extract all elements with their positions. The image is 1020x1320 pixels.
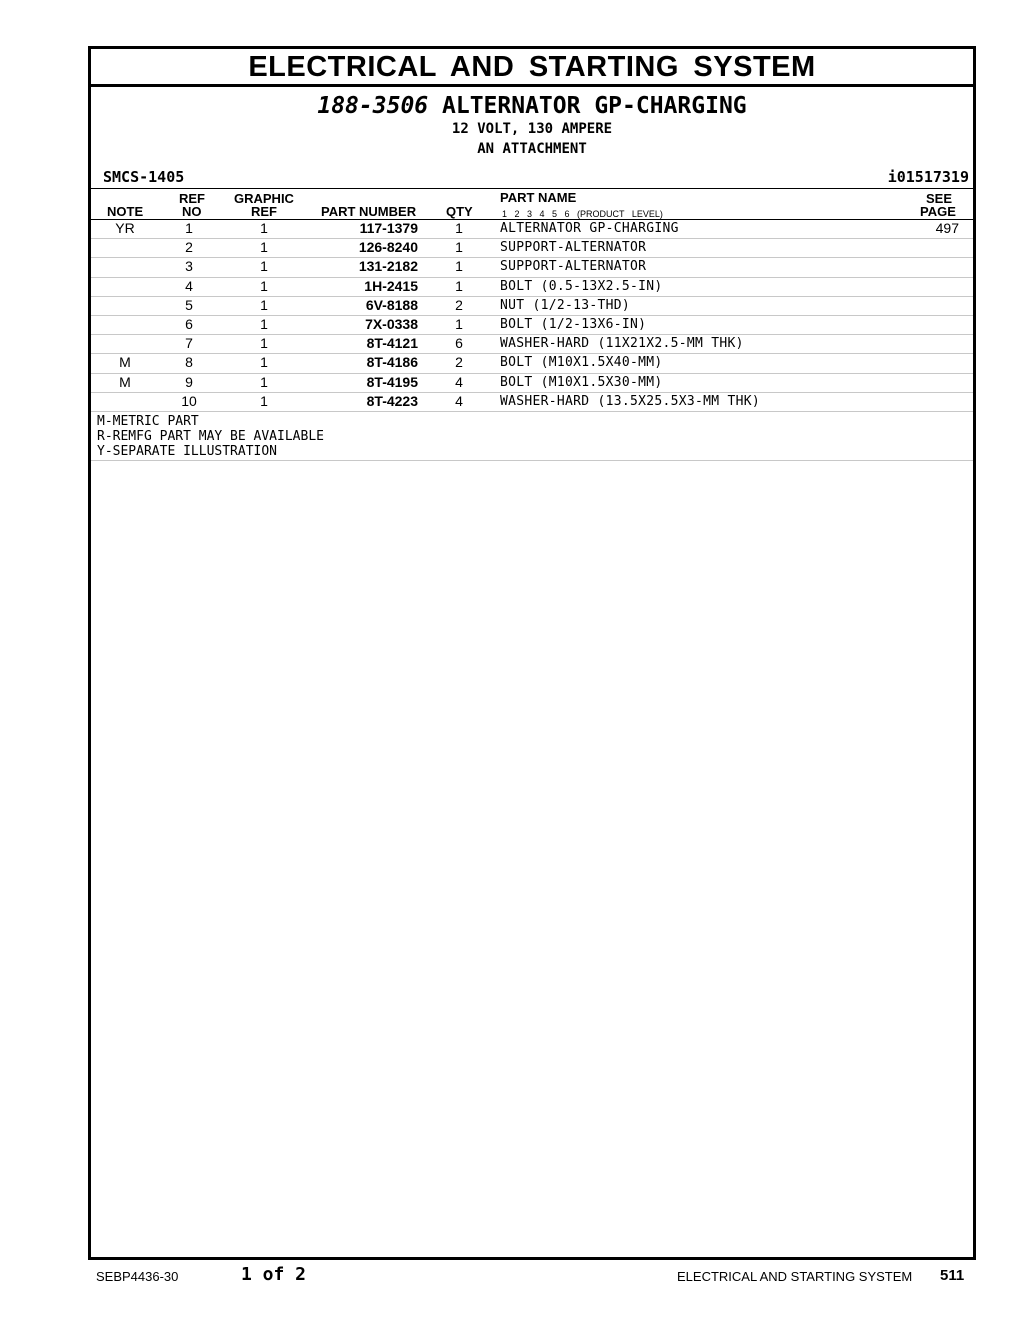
- smcs-code: SMCS-1405: [103, 168, 185, 186]
- part-name-cell: WASHER-HARD (11X21X2.5-MM THK): [500, 336, 744, 352]
- note-line: M-METRIC PART: [97, 413, 199, 429]
- qty-cell: 4: [455, 392, 463, 409]
- group-subtitle-2: AN ATTACHMENT: [477, 141, 587, 157]
- graphic-ref-cell: 1: [260, 296, 268, 313]
- document-id: i01517319: [887, 168, 969, 186]
- note-cell: M: [119, 354, 131, 371]
- ref-no-cell: 3: [185, 258, 193, 275]
- part-name-cell: NUT (1/2-13-THD): [500, 297, 631, 313]
- ref-no-cell: 2: [185, 239, 193, 256]
- group-name: ALTERNATOR GP-CHARGING: [442, 93, 747, 119]
- part-name-cell: SUPPORT-ALTERNATOR: [500, 259, 647, 275]
- graphic-ref-cell: 1: [260, 373, 268, 390]
- graphic-ref-cell: 1: [260, 220, 268, 236]
- header-part-name: PART NAME: [500, 190, 577, 205]
- qty-cell: 2: [455, 354, 463, 371]
- part-name-cell: SUPPORT-ALTERNATOR: [500, 240, 647, 256]
- header-note: NOTE: [107, 204, 144, 219]
- graphic-ref-cell: 1: [260, 258, 268, 275]
- part-name-cell: BOLT (M10X1.5X40-MM): [500, 355, 663, 371]
- table-row: [91, 354, 973, 373]
- ref-no-cell: 10: [181, 392, 197, 409]
- part-name-cell: BOLT (M10X1.5X30-MM): [500, 374, 663, 390]
- table-row: [91, 220, 973, 239]
- group-title: [91, 93, 973, 119]
- graphic-ref-cell: 1: [260, 315, 268, 332]
- qty-cell: 2: [455, 296, 463, 313]
- table-row: [91, 335, 973, 354]
- graphic-ref-cell: 1: [260, 239, 268, 256]
- header-see-line2: PAGE: [920, 204, 956, 219]
- ref-no-cell: 7: [185, 335, 193, 352]
- table-row: [91, 316, 973, 335]
- ref-no-cell: 5: [185, 296, 193, 313]
- footer-page-of: 1 of 2: [241, 1264, 307, 1285]
- group-subtitle-1: 12 VOLT, 130 AMPERE: [451, 121, 613, 137]
- qty-cell: 1: [455, 258, 463, 275]
- qty-cell: 1: [455, 220, 463, 236]
- part-number-cell: 6V-8188: [365, 296, 418, 313]
- note-line: Y-SEPARATE ILLUSTRATION: [97, 443, 278, 459]
- part-number-cell: 126-8240: [358, 239, 418, 256]
- qty-cell: 6: [455, 335, 463, 352]
- footer-publication: SEBP4436-30: [96, 1269, 179, 1284]
- note-cell: YR: [115, 220, 135, 236]
- smcs-row: [91, 166, 973, 188]
- table-row: [91, 297, 973, 316]
- qty-cell: 1: [455, 239, 463, 256]
- ref-no-cell: 4: [185, 277, 193, 294]
- table-row: [91, 374, 973, 393]
- header-graphic-line2: REF: [251, 204, 277, 219]
- graphic-ref-cell: 1: [260, 277, 268, 294]
- part-name-cell: BOLT (0.5-13X2.5-IN): [500, 278, 663, 294]
- header-part-number: PART NUMBER: [321, 204, 417, 219]
- header-ref-line2: NO: [182, 204, 202, 219]
- header-product-level: 1 2 3 4 5 6 (PRODUCT LEVEL): [502, 209, 663, 219]
- header-graphic-line1: GRAPHIC: [234, 191, 294, 206]
- table-row: [91, 278, 973, 297]
- qty-cell: 4: [455, 373, 463, 390]
- part-number-cell: 1H-2415: [364, 277, 418, 294]
- graphic-ref-cell: 1: [260, 335, 268, 352]
- parts-table-body: [91, 220, 973, 412]
- header-qty: QTY: [446, 204, 473, 219]
- part-number-cell: 131-2182: [358, 258, 418, 275]
- part-name-cell: WASHER-HARD (13.5X25.5X3-MM THK): [500, 393, 761, 409]
- group-number: 188-3506: [317, 93, 429, 119]
- ref-no-cell: 9: [185, 373, 193, 390]
- part-number-cell: 8T-4223: [366, 392, 418, 409]
- graphic-ref-cell: 1: [260, 392, 268, 409]
- part-number-cell: 117-1379: [359, 220, 418, 236]
- part-name-cell: BOLT (1/2-13X6-IN): [500, 316, 647, 332]
- section-title: ELECTRICAL AND STARTING SYSTEM: [91, 49, 973, 87]
- table-row: [91, 239, 973, 258]
- ref-no-cell: 8: [185, 354, 193, 371]
- part-name-cell: ALTERNATOR GP-CHARGING: [500, 221, 679, 236]
- footer-section: ELECTRICAL AND STARTING SYSTEM: [677, 1269, 913, 1284]
- see-page-cell: 497: [935, 220, 959, 236]
- part-number-cell: 7X-0338: [365, 315, 418, 332]
- ref-no-cell: 6: [185, 315, 193, 332]
- notes-legend: [91, 412, 973, 461]
- header-ref-line1: REF: [179, 191, 205, 206]
- graphic-ref-cell: 1: [260, 354, 268, 371]
- note-line: R-REMFG PART MAY BE AVAILABLE: [97, 428, 324, 444]
- qty-cell: 1: [455, 315, 463, 332]
- note-cell: M: [119, 373, 131, 390]
- table-header: [91, 188, 973, 220]
- page-frame: [88, 46, 976, 1260]
- qty-cell: 1: [455, 277, 463, 294]
- header-see-line1: SEE: [926, 191, 953, 206]
- footer-page-number: 511: [940, 1267, 965, 1284]
- table-row: [91, 258, 973, 277]
- part-number-cell: 8T-4121: [366, 335, 418, 352]
- ref-no-cell: 1: [185, 220, 193, 236]
- table-row: [91, 393, 973, 412]
- part-number-cell: 8T-4186: [366, 354, 418, 371]
- part-number-cell: 8T-4195: [366, 373, 418, 390]
